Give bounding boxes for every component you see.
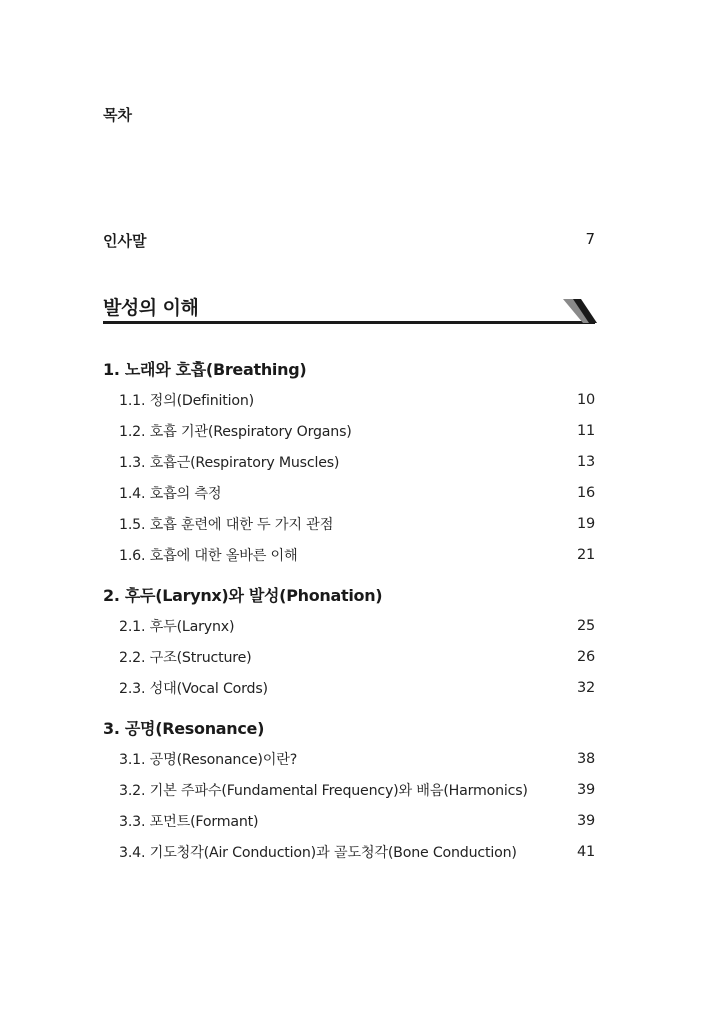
- section-label: 3.4. 기도청각(Air Conduction)과 골도청각(Bone Conduction): [119, 844, 517, 861]
- chapter-2: [103, 584, 595, 703]
- part-divider: [103, 321, 595, 324]
- section-page-number: 26: [576, 648, 595, 665]
- chapter-1: [103, 358, 595, 570]
- toc-entry[interactable]: [103, 539, 595, 570]
- section-page-number: 19: [576, 515, 595, 532]
- section-label: 1.6. 호흡에 대한 올바른 이해: [119, 547, 298, 564]
- toc-entry[interactable]: [103, 508, 595, 539]
- section-label: 1.4. 호흡의 측정: [119, 485, 222, 502]
- toc-entry[interactable]: [103, 610, 595, 641]
- toc-entry[interactable]: [103, 805, 595, 836]
- toc-title: 목차: [103, 106, 132, 124]
- section-page-number: 10: [576, 391, 595, 408]
- section-page-number: 39: [576, 812, 595, 829]
- section-label: 3.1. 공명(Resonance)이란?: [119, 751, 298, 768]
- section-label: 1.2. 호흡 기관(Respiratory Organs): [119, 423, 352, 440]
- section-page-number: 32: [576, 679, 595, 696]
- chapter-title[interactable]: 1. 노래와 호흡(Breathing): [103, 360, 307, 379]
- section-page-number: 21: [576, 546, 595, 563]
- section-page-number: 39: [576, 781, 595, 798]
- section-page-number: 41: [576, 843, 595, 860]
- section-label: 3.2. 기본 주파수(Fundamental Frequency)와 배음(Harmonics): [119, 782, 528, 799]
- section-page-number: 16: [576, 484, 595, 501]
- toc-entry[interactable]: [103, 477, 595, 508]
- toc-entry-intro[interactable]: [103, 230, 595, 251]
- section-label: 1.3. 호흡근(Respiratory Muscles): [119, 454, 340, 471]
- section-label: 2.2. 구조(Structure): [119, 649, 252, 666]
- intro-label: 인사말: [103, 232, 147, 250]
- part-header: [103, 293, 595, 327]
- toc-entry[interactable]: [103, 774, 595, 805]
- chapter-title[interactable]: 2. 후두(Larynx)와 발성(Phonation): [103, 586, 383, 605]
- section-label: 2.3. 성대(Vocal Cords): [119, 680, 268, 697]
- corner-bookmark-icon: [563, 299, 597, 323]
- section-page-number: 11: [576, 422, 595, 439]
- toc-entry[interactable]: [103, 672, 595, 703]
- part-title: 발성의 이해: [103, 297, 199, 319]
- toc-entry[interactable]: [103, 446, 595, 477]
- toc-entry[interactable]: [103, 743, 595, 774]
- section-page-number: 38: [576, 750, 595, 767]
- section-label: 2.1. 후두(Larynx): [119, 618, 235, 635]
- section-label: 1.1. 정의(Definition): [119, 392, 254, 409]
- toc-entry[interactable]: [103, 836, 595, 867]
- section-page-number: 25: [576, 617, 595, 634]
- chapter-title[interactable]: 3. 공명(Resonance): [103, 719, 265, 738]
- toc-entry[interactable]: [103, 641, 595, 672]
- toc-entry[interactable]: [103, 415, 595, 446]
- chapter-list: [103, 358, 595, 867]
- intro-page-number: 7: [585, 230, 595, 248]
- section-page-number: 13: [576, 453, 595, 470]
- section-label: 3.3. 포먼트(Formant): [119, 813, 259, 830]
- chapter-3: [103, 717, 595, 867]
- toc-entry[interactable]: [103, 384, 595, 415]
- section-label: 1.5. 호흡 훈련에 대한 두 가지 관점: [119, 516, 334, 533]
